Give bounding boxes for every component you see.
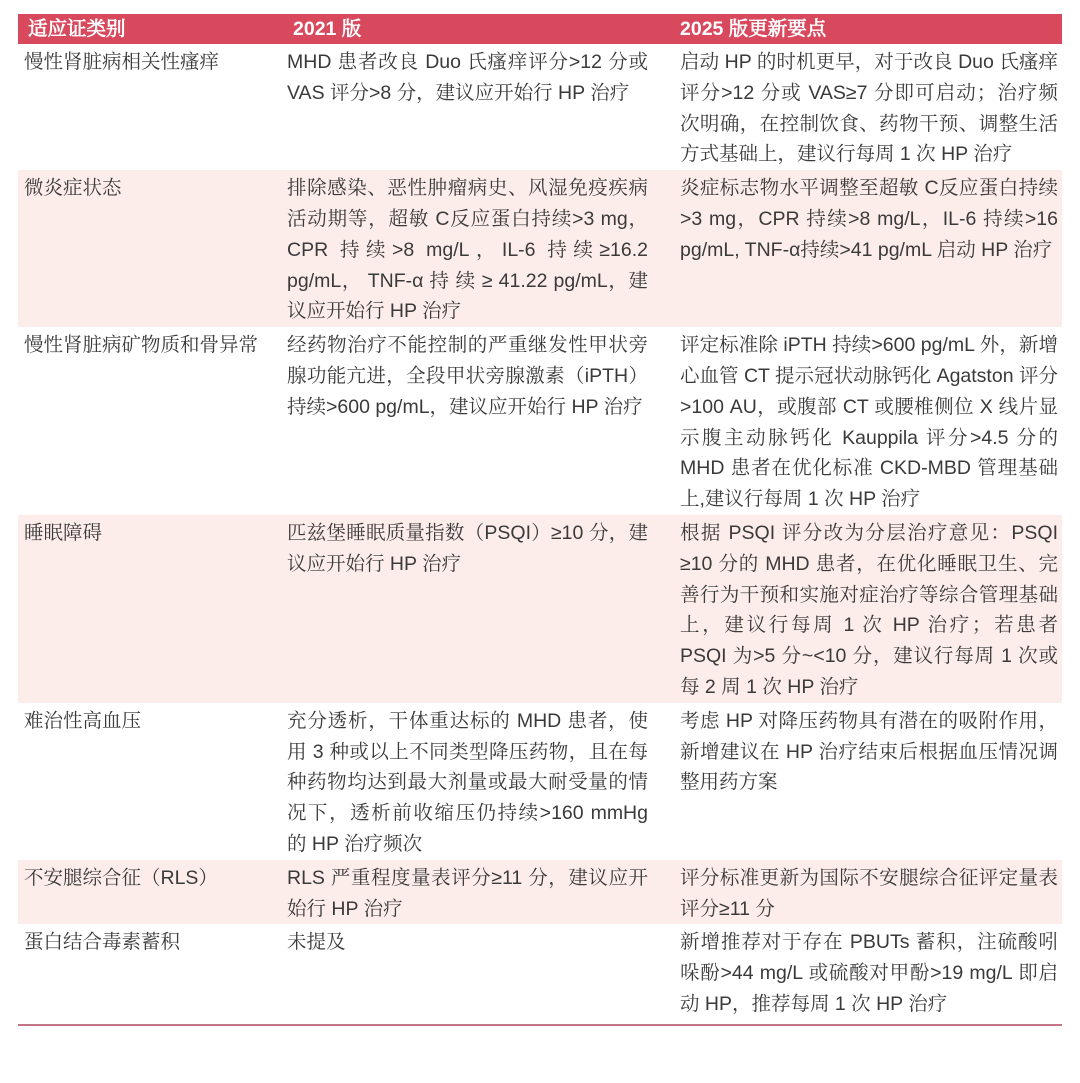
cell-2025: 评定标准除 iPTH 持续>600 pg/mL 外，新增心血管 CT 提示冠状动脉钙化 Agatston 评分>100 AU，或腹部 CT 或腰椎侧位 X 线片显示腹主动脉钙化 Kauppila 评分>4.5 分的 MHD 患者在优化标准 CKD-MBD 管理基础上,建议行每周 1 次 HP 治疗 <box>680 334 1058 511</box>
cell-2025: 炎症标志物水平调整至超敏 C反应蛋白持续>3 mg，CPR 持续>8 mg/L，IL-6 持续>16 pg/mL, TNF-α持续>41 pg/mL 启动 HP 治疗 <box>680 177 1058 261</box>
cell-category: 慢性肾脏病矿物质和骨异常 <box>24 334 259 357</box>
cell-2025: 评分标准更新为国际不安腿综合征评定量表评分≥11 分 <box>680 866 1058 920</box>
table-row-pbuts <box>18 924 1062 1019</box>
table-row-sleep-disorder <box>18 515 1062 703</box>
cell-2021: 匹兹堡睡眠质量指数（PSQI）≥10 分，建议应开始行 HP 治疗 <box>287 521 648 575</box>
cell-2025: 启动 HP 的时机更早，对于改良 Duo 氏瘙痒评分>12 分或 VAS≥7 分即可启动；治疗频次明确，在控制饮食、药物干预、调整生活方式基础上，建议行每周 1 次 HP 治疗 <box>680 51 1058 166</box>
cell-2021: 经药物治疗不能控制的严重继发性甲状旁腺功能亢进，全段甲状旁腺激素（iPTH）持续>600 pg/mL，建议应开始行 HP 治疗 <box>287 334 648 418</box>
cell-category: 睡眠障碍 <box>24 521 103 544</box>
cell-2025: 根据 PSQI 评分改为分层治疗意见：PSQI ≥10 分的 MHD 患者，在优化睡眠卫生、完善行为干预和实施对症治疗等综合管理基础上，建议行每周 1 次 HP 治疗；若患者 PSQI 为>5 分~<10 分，建议行每周 1 次或每 2 周 1 次 HP 治疗 <box>680 521 1058 698</box>
cell-category: 难治性高血压 <box>24 709 142 732</box>
cell-2021: MHD 患者改良 Duo 氏瘙痒评分>12 分或 VAS 评分>8 分，建议应开始行 HP 治疗 <box>287 51 648 104</box>
cell-category: 蛋白结合毒素蓄积 <box>24 931 181 954</box>
table-row-resistant-hypertension <box>18 703 1062 860</box>
cell-2025: 考虑 HP 对降压药物具有潜在的吸附作用，新增建议在 HP 治疗结束后根据血压情况调整用药方案 <box>680 709 1058 794</box>
cell-2021: 充分透析，干体重达标的 MHD 患者，使用 3 种或以上不同类型降压药物，且在每种药物均达到最大剂量或最大耐受量的情况下，透析前收缩压仍持续>160 mmHg 的 HP 治疗频次 <box>287 709 648 855</box>
table-row-ckd-mbd <box>18 327 1062 515</box>
bottom-rule <box>18 1024 1062 1026</box>
table-header-row <box>18 14 1062 44</box>
cell-category: 微炎症状态 <box>24 177 122 200</box>
cell-2021: 未提及 <box>287 931 346 954</box>
table-row-microinflammation <box>18 170 1062 327</box>
column-header-indication: 适应证类别 <box>28 18 126 40</box>
cell-category: 不安腿综合征（RLS） <box>24 866 218 889</box>
column-header-2021: 2021 版 <box>293 18 362 40</box>
cell-2025: 新增推荐对于存在 PBUTs 蓄积，注硫酸吲哚酚>44 mg/L 或硫酸对甲酚>19 mg/L 即启动 HP，推荐每周 1 次 HP 治疗 <box>680 931 1058 1015</box>
cell-2021: RLS 严重程度量表评分≥11 分，建议应开始行 HP 治疗 <box>287 866 648 920</box>
table-row-pruritus <box>18 44 1062 170</box>
column-header-2025: 2025 版更新要点 <box>680 18 827 40</box>
indication-comparison-table <box>18 14 1062 1026</box>
cell-2021: 排除感染、恶性肿瘤病史、风湿免疫疾病活动期等，超敏 C反应蛋白持续>3 mg，CPR 持续>8 mg/L，IL-6 持续≥16.2 pg/mL， TNF-α 持 续 ≥ 41.22 pg/mL，建议应开始行 HP 治疗 <box>287 177 648 323</box>
cell-category: 慢性肾脏病相关性瘙痒 <box>24 51 220 73</box>
table-row-rls <box>18 860 1062 925</box>
